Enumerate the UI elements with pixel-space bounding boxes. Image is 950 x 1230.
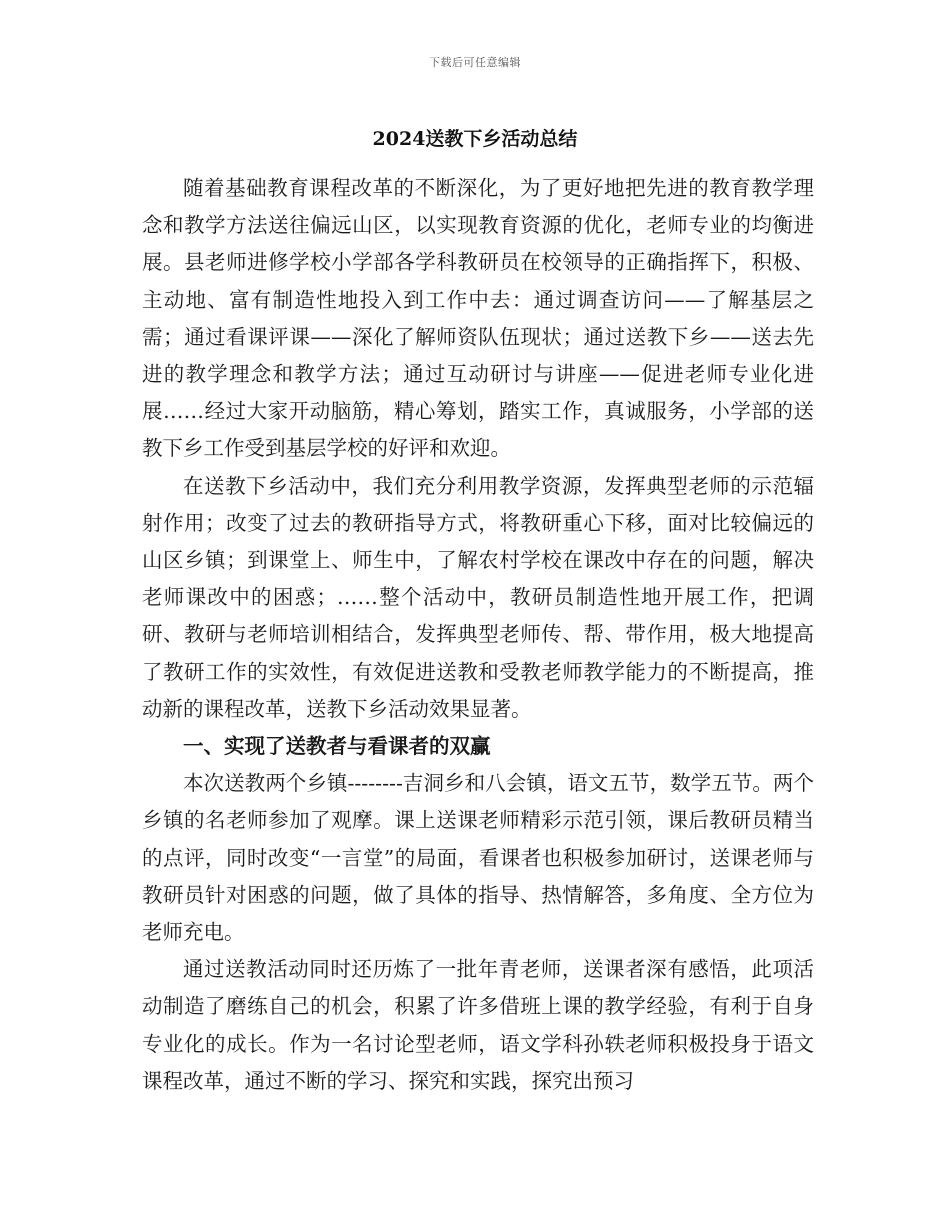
paragraph-activity-summary: 在送教下乡活动中，我们充分利用教学资源，发挥典型老师的示范辐射作用；改变了过去的教研指导方式，将教研重心下移，面对比较偏远的山区乡镇；到课堂上、师生中，了解农村学校在课改中存在的问题，解决老师课改中的困惑；……整个活动中，教研员制造性地开展工作，把调研、教研与老师培训相结合，发挥典型老师传、帮、带作用，极大地提高了教研工作的实效性，有效促进送教和受教老师教学能力的不断提高，推动新的课程改革，送教下乡活动效果显著。 <box>142 473 814 721</box>
paragraph-intro: 随着基础教育课程改革的不断深化，为了更好地把先进的教育教学理念和教学方法送往偏远山区，以实现教育资源的优化，老师专业的均衡进展。县老师进修学校小学部各学科教研员在校领导的正确指挥下，积极、主动地、富有制造性地投入到工作中去：通过调查访问——了解基层之需；通过看课评课——深化了解师资队伍现状；通过送教下乡——送去先进的教学理念和教学方法；通过互动研讨与讲座——促进老师专业化进展……经过大家开动脑筋，精心筹划，踏实工作，真诚服务，小学部的送教下乡工作受到基层学校的好评和欢迎。 <box>142 176 814 461</box>
document-body <box>142 170 814 1100</box>
header-note: 下载后可任意编辑 <box>429 56 521 69</box>
section-heading: 一、实现了送教者与看课者的双赢 <box>183 734 491 759</box>
paragraph-section-detail: 通过送教活动同时还历炼了一批年青老师，送课者深有感悟，此项活动制造了磨练自己的机会，积累了许多借班上课的教学经验，有利于自身专业化的成长。作为一名讨论型老师，语文学科孙轶老师积极投身于语文课程改革，通过不断的学习、探究和实践，探究出预习 <box>142 957 814 1093</box>
document-title: 2024送教下乡活动总结 <box>372 128 578 150</box>
paragraph-section-detail: 本次送教两个乡镇--------吉洞乡和八会镇，语文五节，数学五节。两个乡镇的名老师参加了观摩。课上送课老师精彩示范引领，课后教研员精当的点评，同时改变“一言堂”的局面，看课者也积极参加研讨，送课老师与教研员针对困惑的问题，做了具体的指导、热情解答，多角度、全方位为老师充电。 <box>142 771 814 945</box>
